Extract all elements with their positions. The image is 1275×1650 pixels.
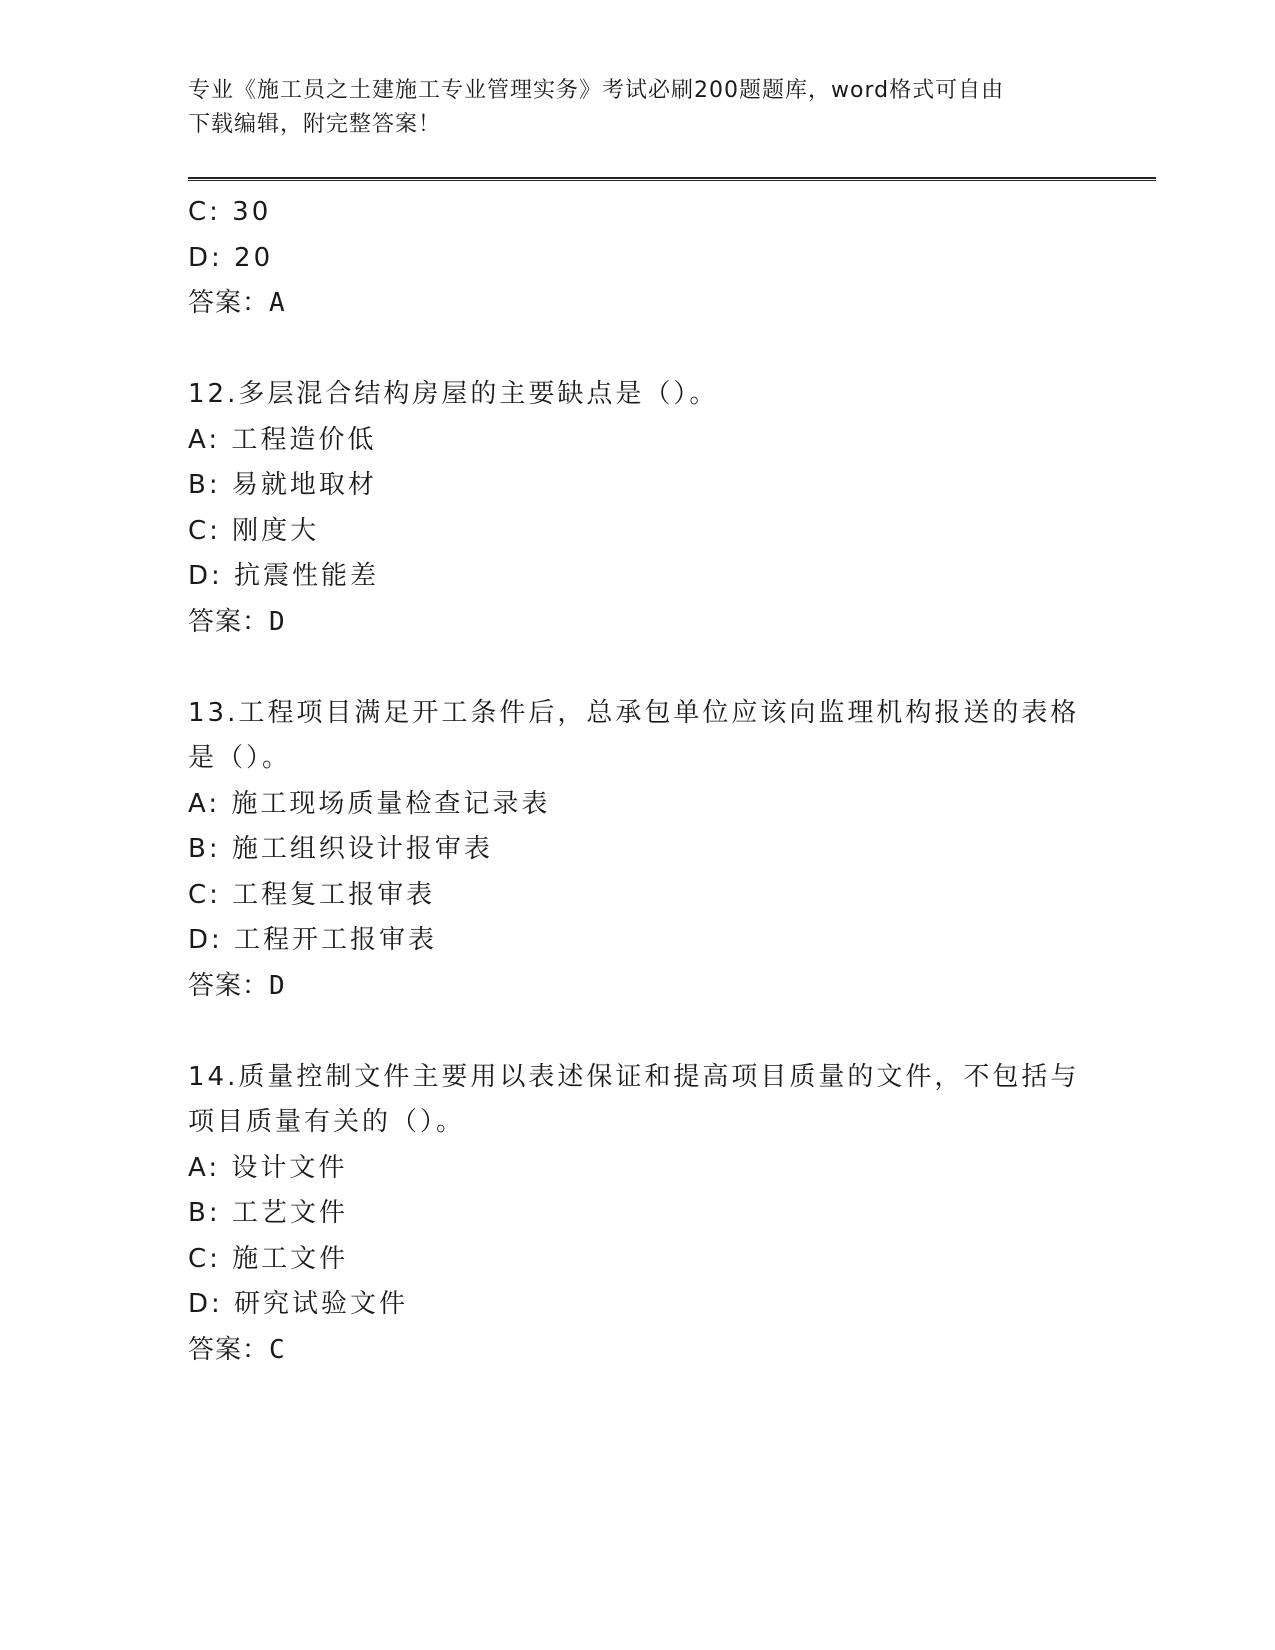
- option-c: C: 30: [188, 197, 272, 227]
- option-d: D: 工程开工报审表: [188, 925, 438, 955]
- option-c: C: 施工文件: [188, 1243, 349, 1274]
- question-text: 13.工程项目满足开工条件后，总承包单位应该向监理机构报送的表格: [188, 697, 1080, 728]
- question-fragment: [188, 190, 1088, 327]
- answer-line: 答案：C: [188, 1334, 286, 1365]
- option-d: D: 研究试验文件: [188, 1289, 409, 1319]
- question-text-continued: 项目质量有关的（）。: [188, 1107, 466, 1137]
- answer-line: 答案：D: [188, 970, 286, 1001]
- option-a: A: 施工现场质量检查记录表: [188, 788, 551, 819]
- header-divider: [188, 177, 1156, 181]
- answer-line: 答案：A: [188, 288, 286, 318]
- option-d: D: 抗震性能差: [188, 561, 380, 591]
- spacer: [188, 645, 1088, 691]
- question-13: [188, 691, 1088, 1010]
- answer-line: 答案：D: [188, 606, 286, 637]
- question-12: [188, 372, 1088, 645]
- option-b: B: 施工组织设计报审表: [188, 834, 493, 864]
- header-line-1: 专业《施工员之土建施工专业管理实务》考试必刷200题题库，word格式可自由: [188, 78, 1005, 103]
- option-b: B: 工艺文件: [188, 1198, 348, 1228]
- header-line-2: 下载编辑，附完整答案！: [188, 112, 442, 137]
- option-a: A: 设计文件: [188, 1152, 348, 1183]
- option-a: A: 工程造价低: [188, 424, 377, 455]
- question-14: [188, 1055, 1088, 1374]
- spacer: [188, 327, 1088, 373]
- option-c: C: 工程复工报审表: [188, 879, 436, 910]
- option-c: C: 刚度大: [188, 515, 320, 546]
- document-header: [188, 74, 1088, 142]
- spacer: [188, 1009, 1088, 1055]
- document-body: [188, 190, 1088, 1373]
- question-text-continued: 是（）。: [188, 743, 292, 773]
- option-d: D: 20: [188, 242, 274, 273]
- question-text: 14.质量控制文件主要用以表述保证和提高项目质量的文件，不包括与: [188, 1061, 1080, 1092]
- question-text: 12.多层混合结构房屋的主要缺点是（）。: [188, 379, 719, 409]
- option-b: B: 易就地取材: [188, 470, 377, 500]
